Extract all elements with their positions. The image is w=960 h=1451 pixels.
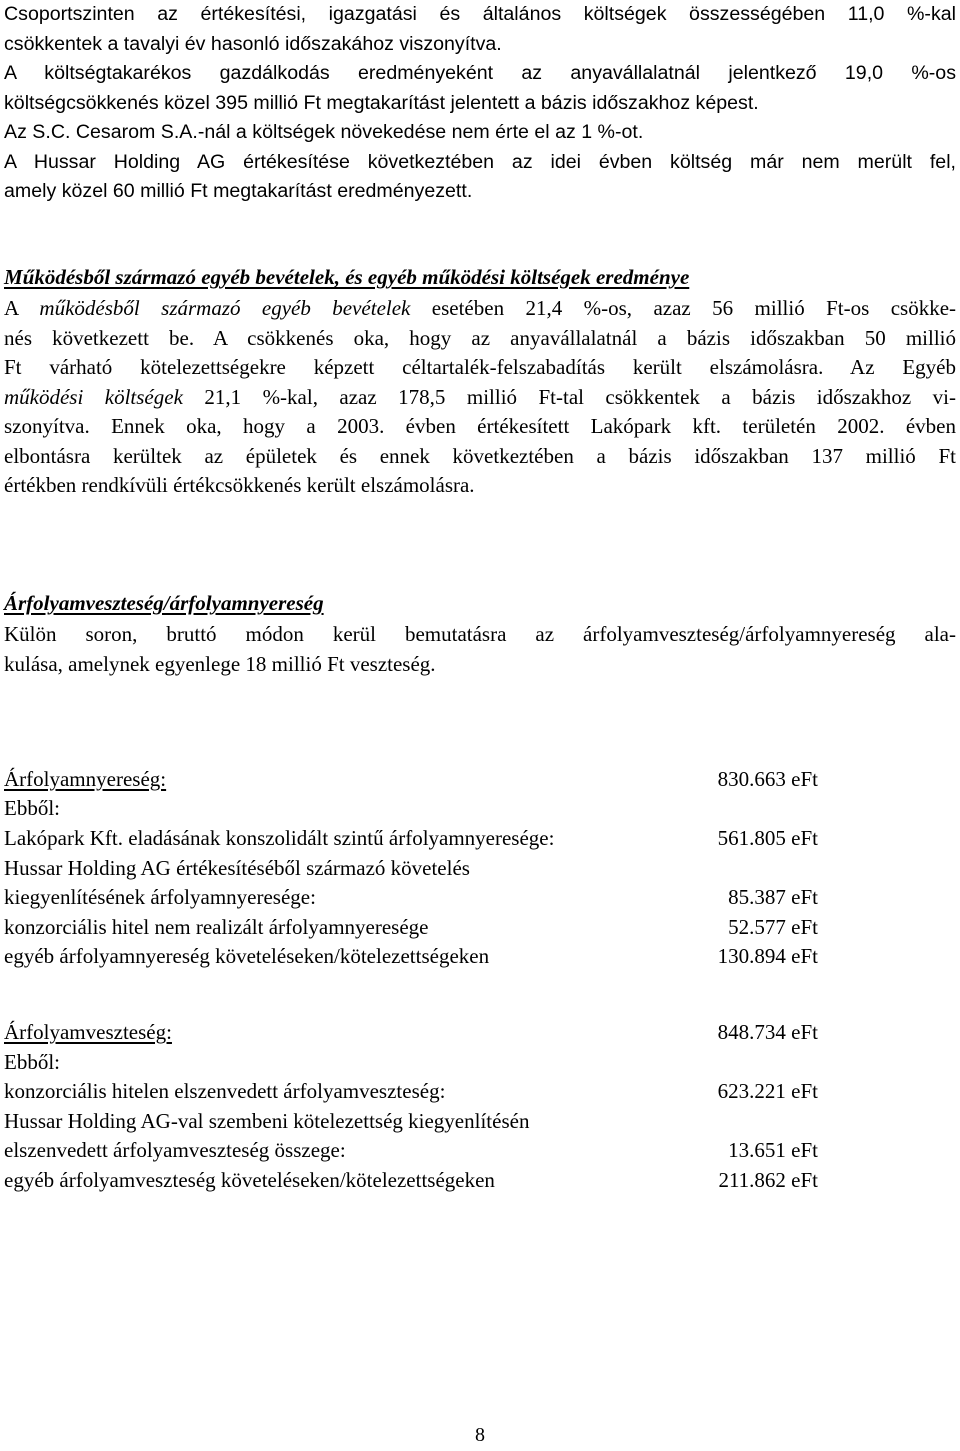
loss-label: Árfolyamveszteség: [4,1020,172,1044]
page-number: 8 [475,1424,485,1446]
gain-row-amount: 130.894 eFt [717,944,818,968]
loss-row-label: egyéb árfolyamveszteség követeléseken/kötelezettségeken [4,1168,495,1192]
text-line: Külön soron, bruttó módon kerül bemutatásra az árfolyamveszteség/árfolyamnyereség ala- [4,622,956,646]
text-line: csökkentek a tavalyi év hasonló időszakához viszonyítva. [4,32,502,55]
gain-row-amount: 52.577 eFt [728,915,818,939]
section-heading-fx: Árfolyamveszteség/árfolyamnyereség [4,591,324,615]
italic-term: működésből származó egyéb bevételek [39,296,411,320]
section-heading-other-income: Működésből származó egyéb bevételek, és egyéb működési költségek eredménye [4,265,690,289]
loss-row-amount: 13.651 eFt [728,1138,818,1162]
text-run: esetében 21,4 %-os, azaz 56 millió Ft-os csökke- [410,296,957,320]
loss-row-amount: 211.862 eFt [718,1168,818,1192]
text-line [4,383,956,413]
gain-row-label: konzorciális hitel nem realizált árfolyamnyeresége [4,915,429,939]
loss-row-label: elszenvedett árfolyamveszteség összege: [4,1138,346,1162]
loss-amount: 848.734 eFt [717,1020,818,1044]
gain-ebbol: Ebből: [4,796,60,820]
fx-paragraph [4,620,956,679]
text-line: amely közel 60 millió Ft megtakarítást eredményezett. [4,180,473,202]
text-line: Csoportszinten az értékesítési, igazgatási és általános költségek összességében 11,0 %-kal [4,3,956,25]
text-line: költségcsökkenés közel 395 millió Ft megtakarítást jelentett a bázis időszakhoz képest. [4,91,759,114]
text-line [4,294,956,324]
gain-row-label: Lakópark Kft. eladásának konszolidált szintű árfolyamnyeresége: [4,826,555,850]
loss-ebbol: Ebből: [4,1050,60,1074]
gain-row-label: egyéb árfolyamnyereség követeléseken/kötelezettségeken [4,944,490,968]
text-line: Ft várható kötelezettségekre képzett céltartalék-felszabadítás került elszámolásra. Az Egyéb [4,355,956,379]
text-line: A Hussar Holding AG értékesítése következtében az idei évben költség már nem merült fel, [4,150,956,173]
text-run: 21,1 %-kal, azaz 178,5 millió Ft-tal csökkentek a bázis időszakhoz vi- [182,384,956,409]
loss-row-label: Hussar Holding AG-val szembeni kötelezettség kiegyenlítésén [4,1109,530,1133]
text-line: kulása, amelynek egyenlege 18 millió Ft veszteség. [4,651,436,676]
gain-amount: 830.663 eFt [717,767,818,791]
text-line: értékben rendkívüli értékcsökkenés került elszámolásra. [4,473,475,497]
gain-row-label: kiegyenlítésének árfolyamnyeresége: [4,885,316,909]
text-line: szonyítva. Ennek oka, hogy a 2003. évben értékesített Lakópark kft. területén 2002. évben [4,414,956,438]
gain-row-amount: 85.387 eFt [728,885,818,909]
text-line: nés következett be. A csökkenés oka, hogy az anyavállalatnál a bázis időszakban 50 millió [4,325,956,350]
text-line: Az S.C. Cesarom S.A.-nál a költségek növekedése nem érte el az 1 %-ot. [4,121,644,143]
loss-row-amount: 623.221 eFt [717,1079,818,1103]
other-income-paragraph [4,294,956,501]
text-run: A [4,296,40,320]
gain-label: Árfolyamnyereség: [4,767,167,791]
gain-row-label: Hussar Holding AG értékesítéséből származó követelés [4,856,470,880]
loss-row-label: konzorciális hitelen elszenvedett árfolyamveszteség: [4,1079,446,1103]
text-line: A költségtakarékos gazdálkodás eredményeként az anyavállalatnál jelentkező 19,0 %-os [4,62,956,84]
text-line: elbontásra kerültek az épületek és ennek következtében a bázis időszakban 137 millió Ft [4,443,956,468]
cost-paragraph [4,0,956,207]
italic-term: működési költségek [4,384,183,409]
gain-row-amount: 561.805 eFt [717,826,818,850]
